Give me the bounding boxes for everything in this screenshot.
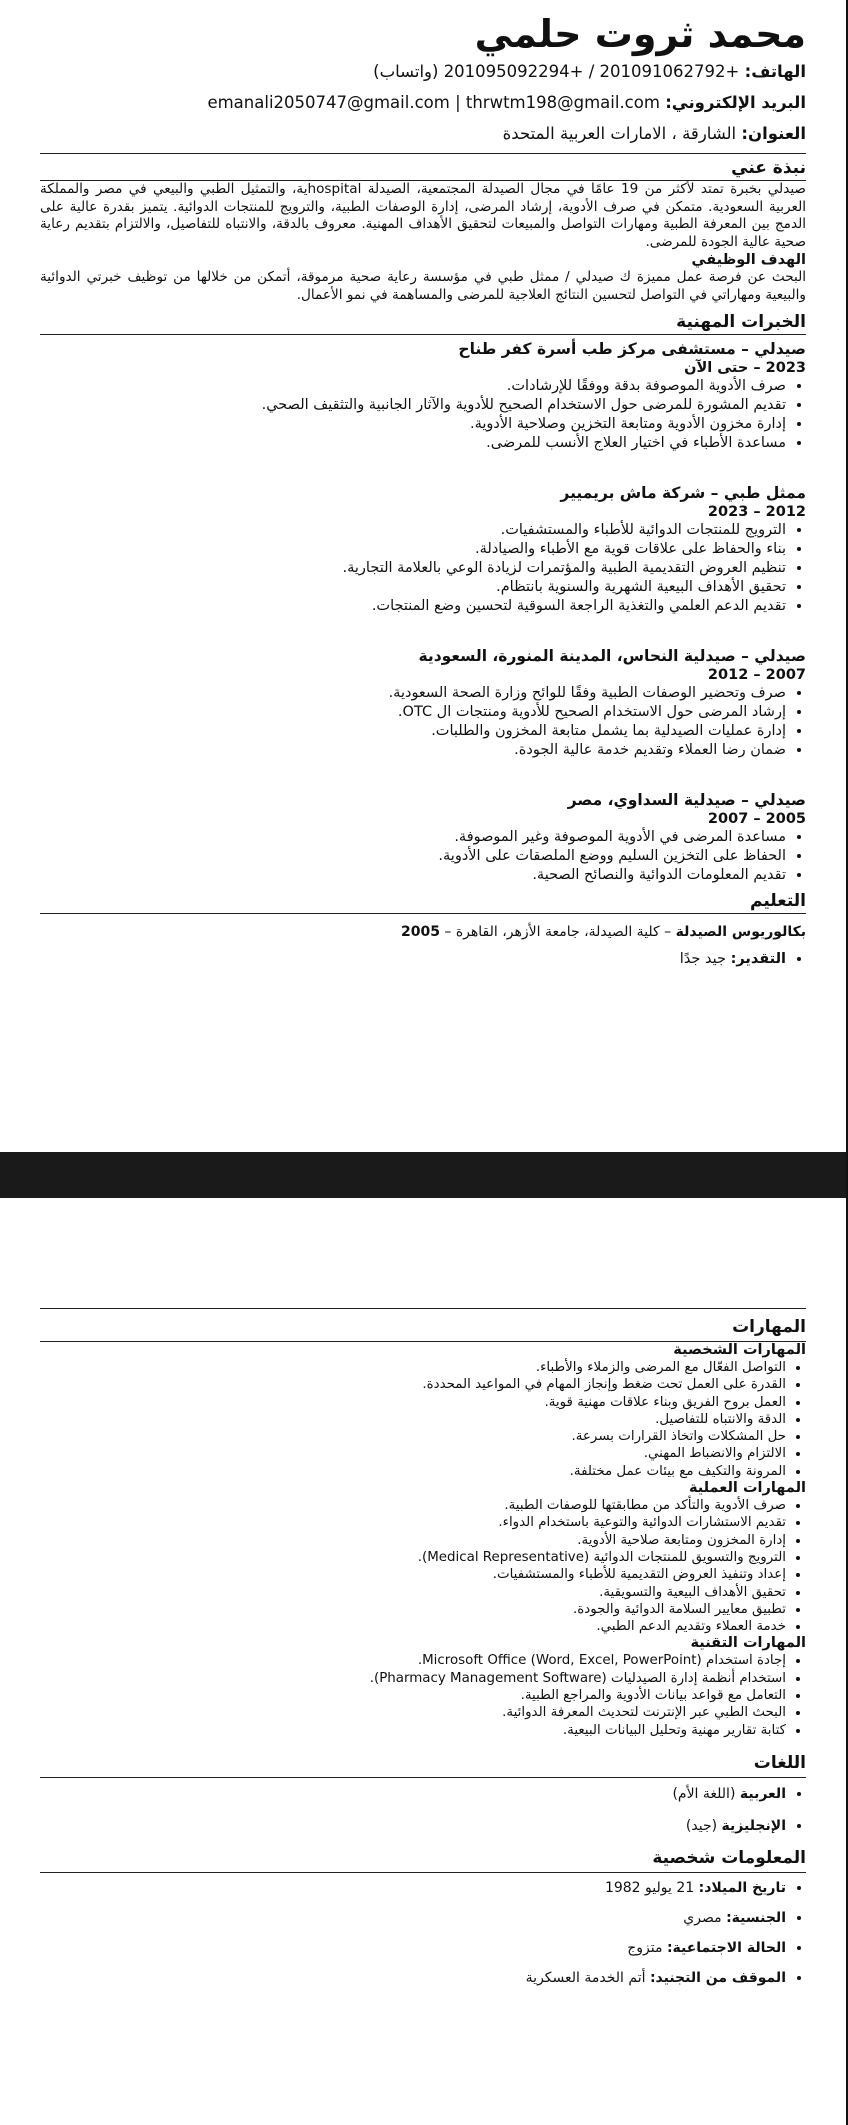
list-item	[40, 1810, 786, 1842]
job-dates: 2012 – 2023	[707, 504, 806, 520]
language-level: (اللغة الأم)	[672, 1785, 740, 1802]
list-item: • إعداد وتنفيذ العروض التقديمية للأطباء والمستشفيات.	[40, 1566, 786, 1583]
education-entry	[40, 922, 806, 942]
education-grade-list	[40, 950, 806, 969]
divider	[40, 1308, 806, 1309]
job-dates: 2023 – حتى الآن	[684, 360, 806, 376]
job-duties	[40, 521, 806, 616]
job-entry	[40, 483, 806, 616]
about-title: نبذة عني	[731, 158, 806, 178]
list-item	[40, 1933, 786, 1963]
experience-title: الخبرات المهنية	[676, 312, 806, 332]
skills-title: المهارات	[732, 1317, 806, 1337]
list-item: • مساعدة المرضى في الأدوية الموصوفة وغير الموصوفة.	[40, 828, 786, 847]
list-item: • الترويج للمنتجات الدوائية للأطباء والمستشفيات.	[40, 521, 786, 540]
list-item: • القدرة على العمل تحت ضغط وإنجاز المهام في المواعيد المحددة.	[40, 1376, 786, 1393]
list-item: • تقديم الاستشارات الدوائية والتوعية باستخدام الدواء.	[40, 1514, 786, 1531]
info-label: تاريخ الميلاد:	[698, 1879, 786, 1896]
skills-group-title: المهارات التقنية	[690, 1635, 806, 1652]
list-item: • العمل بروح الفريق وبناء علاقات مهنية قوية.	[40, 1394, 786, 1411]
list-item: • صرف وتحضير الوصفات الطبية وفقًا للوائح وزارة الصحة السعودية.	[40, 684, 786, 703]
job-title: صيدلي – صيدلية النحاس، المدينة المنورة، السعودية	[418, 647, 806, 665]
job-duties	[40, 377, 806, 453]
list-item: • تطبيق معايير السلامة الدوائية والجودة.	[40, 1601, 786, 1618]
list-item: • الالتزام والانضباط المهني.	[40, 1445, 786, 1462]
list-item: • الدقة والانتباه للتفاصيل.	[40, 1411, 786, 1428]
address-label: العنوان:	[741, 124, 806, 143]
list-item	[40, 950, 786, 969]
list-item: • صرف الأدوية الموصوفة بدقة ووفقًا للإرشادات.	[40, 377, 786, 396]
degree-name: بكالوريوس الصيدلة	[675, 924, 806, 940]
list-item: • الترويج والتسويق للمنتجات الدوائية (Medical Representative).	[40, 1549, 786, 1566]
contact-phone	[40, 56, 806, 87]
languages-title: اللغات	[753, 1752, 806, 1773]
list-item: • ضمان رضا العملاء وتقديم خدمة عالية الجودة.	[40, 741, 786, 760]
list-item: • استخدام أنظمة إدارة الصيدليات (Pharmacy Management Software).	[40, 1670, 786, 1687]
language-name: الإنجليزية	[721, 1817, 786, 1834]
list-item: • تقديم المعلومات الدوائية والنصائح الصحية.	[40, 866, 786, 885]
list-item: • إرشاد المرضى حول الاستخدام الصحيح للأدوية ومنتجات ال OTC.	[40, 703, 786, 722]
info-value: متزوج	[627, 1939, 667, 1956]
candidate-name: محمد ثروت حلمي	[474, 12, 806, 56]
contact-block	[40, 56, 806, 149]
education-title: التعليم	[750, 891, 806, 911]
list-item	[40, 1903, 786, 1933]
list-item: • إدارة مخزون الأدوية ومتابعة التخزين وصلاحية الأدوية.	[40, 415, 786, 434]
list-item: • التعامل مع قواعد بيانات الأدوية والمراجع الطبية.	[40, 1687, 786, 1704]
job-duties	[40, 828, 806, 885]
list-item: • تحقيق الأهداف البيعية والتسويقية.	[40, 1584, 786, 1601]
list-item: • صرف الأدوية والتأكد من مطابقتها للوصفات الطبية.	[40, 1497, 786, 1514]
personal-title: المعلومات شخصية	[652, 1847, 806, 1868]
address-value: الشارقة ، الامارات العربية المتحدة	[502, 124, 737, 143]
list-item: • مساعدة الأطباء في اختيار العلاج الأنسب للمرضى.	[40, 434, 786, 453]
skills-list	[40, 1652, 806, 1738]
list-item	[40, 1778, 786, 1810]
info-value: مصري	[683, 1909, 727, 1926]
grade-label: التقدير:	[730, 951, 786, 967]
phone-label: الهاتف:	[744, 62, 806, 81]
list-item: • إدارة عمليات الصيدلية بما يشمل متابعة المخزون والطلبات.	[40, 722, 786, 741]
language-name: العربية	[739, 1785, 786, 1802]
about-text: صيدلي بخبرة تمتد لأكثر من 19 عامًا في مجال الصيدلة المجتمعية، الصيدلة hospitalية، والتمثيل الطبي والبيعي في مصر والمملكة العربية السعودية. متمكن في صرف الأدوية، إرشاد المرضى، إدارة الوصفات الطبية، والترويج للمنتجات الدوائية. يتميز بقدرة عالية على الدمج بين المعرفة الطبية ومهارات التواصل والمبيعات لتحقيق الأهداف المهنية. معروف بالدقة، والانتباه للتفاصيل، والالتزام بتقديم رعاية صحية عالية الجودة للمرضى.	[40, 181, 806, 250]
list-item: • حل المشكلات واتخاذ القرارات بسرعة.	[40, 1428, 786, 1445]
skills-block	[40, 1342, 806, 1739]
objective-title: الهدف الوظيفي	[691, 252, 806, 268]
list-item: • تقديم الدعم العلمي والتغذية الراجعة السوقية لتحسين وضع المنتجات.	[40, 597, 786, 616]
contact-email	[40, 87, 806, 118]
job-dates: 2005 – 2007	[707, 811, 806, 827]
job-dates: 2007 – 2012	[707, 667, 806, 683]
list-item: • إدارة المخزون ومتابعة صلاحية الأدوية.	[40, 1532, 786, 1549]
info-label: الموقف من التجنيد:	[649, 1969, 786, 1986]
job-entry	[40, 339, 806, 453]
info-value: أتم الخدمة العسكرية	[525, 1969, 650, 1986]
personal-list	[40, 1873, 806, 1993]
divider	[40, 334, 806, 335]
grade-value: جيد جدًا	[679, 951, 726, 967]
job-title: صيدلي – صيدلية السداوي، مصر	[567, 791, 806, 809]
resume-page-2	[0, 1198, 846, 2125]
job-entry	[40, 646, 806, 760]
job-title: ممثل طبي – شركة ماش بريميير	[560, 484, 806, 502]
info-label: الجنسية:	[726, 1909, 786, 1926]
list-item: • تحقيق الأهداف البيعية الشهرية والسنوية بانتظام.	[40, 578, 786, 597]
contact-address	[40, 118, 806, 149]
language-level: (جيد)	[685, 1817, 722, 1834]
job-title: صيدلي – مستشفى مركز طب أسرة كفر طناح	[458, 340, 806, 358]
objective-text: البحث عن فرصة عمل مميزة ك صيدلي / ممثل طبي في مؤسسة رعاية صحية مرموقة، أتمكن من خلالها من توظيف خبرتي الدوائية والبيعية ومهاراتي في التواصل لتحسين النتائج العلاجية للمرضى والمساهمة في نمو الأعمال.	[40, 269, 806, 303]
divider	[40, 913, 806, 914]
list-item: • تقديم المشورة للمرضى حول الاستخدام الصحيح للأدوية والآثار الجانبية والتثقيف الصحي.	[40, 396, 786, 415]
list-item: • البحث الطبي عبر الإنترنت لتحديث المعرفة الدوائية.	[40, 1704, 786, 1721]
info-value: 21 يوليو 1982	[604, 1879, 699, 1896]
list-item	[40, 1873, 786, 1903]
phone-value[interactable]: +201091062792 / +201095092294 (واتساب)	[373, 62, 740, 81]
job-duties	[40, 684, 806, 760]
list-item: • الحفاظ على التخزين السليم ووضع الملصقات على الأدوية.	[40, 847, 786, 866]
list-item	[40, 1963, 786, 1993]
skills-group-title: المهارات الشخصية	[673, 1342, 806, 1358]
list-item: • خدمة العملاء وتقديم الدعم الطبي.	[40, 1618, 786, 1635]
list-item: • المرونة والتكيف مع بيئات عمل مختلفة.	[40, 1463, 786, 1480]
list-item: • بناء والحفاظ على علاقات قوية مع الأطباء والصيادلة.	[40, 540, 786, 559]
skills-group-title: المهارات العملية	[688, 1480, 806, 1497]
info-label: الحالة الاجتماعية:	[666, 1939, 786, 1956]
job-entry	[40, 790, 806, 885]
skills-list	[40, 1497, 806, 1635]
list-item: • التواصل الفعّال مع المرضى والزملاء والأطباء.	[40, 1359, 786, 1376]
list-item: • تنظيم العروض التقديمية الطبية والمؤتمرات لزيادة الوعي بالعلامة التجارية.	[40, 559, 786, 578]
email-label: البريد الإلكتروني:	[665, 93, 806, 112]
list-item: • إجادة استخدام Microsoft Office (Word, Excel, PowerPoint).	[40, 1652, 786, 1669]
degree-details: – كلية الصيدلة، جامعة الأزهر، القاهرة –	[439, 924, 676, 940]
degree-year: 2005	[400, 924, 440, 940]
skills-list	[40, 1359, 806, 1480]
languages-list	[40, 1778, 806, 1842]
email-value[interactable]: emanali2050747@gmail.com | thrwtm198@gmail.com	[207, 93, 660, 112]
list-item: • كتابة تقارير مهنية وتحليل البيانات البيعية.	[40, 1722, 786, 1739]
divider	[40, 153, 806, 154]
